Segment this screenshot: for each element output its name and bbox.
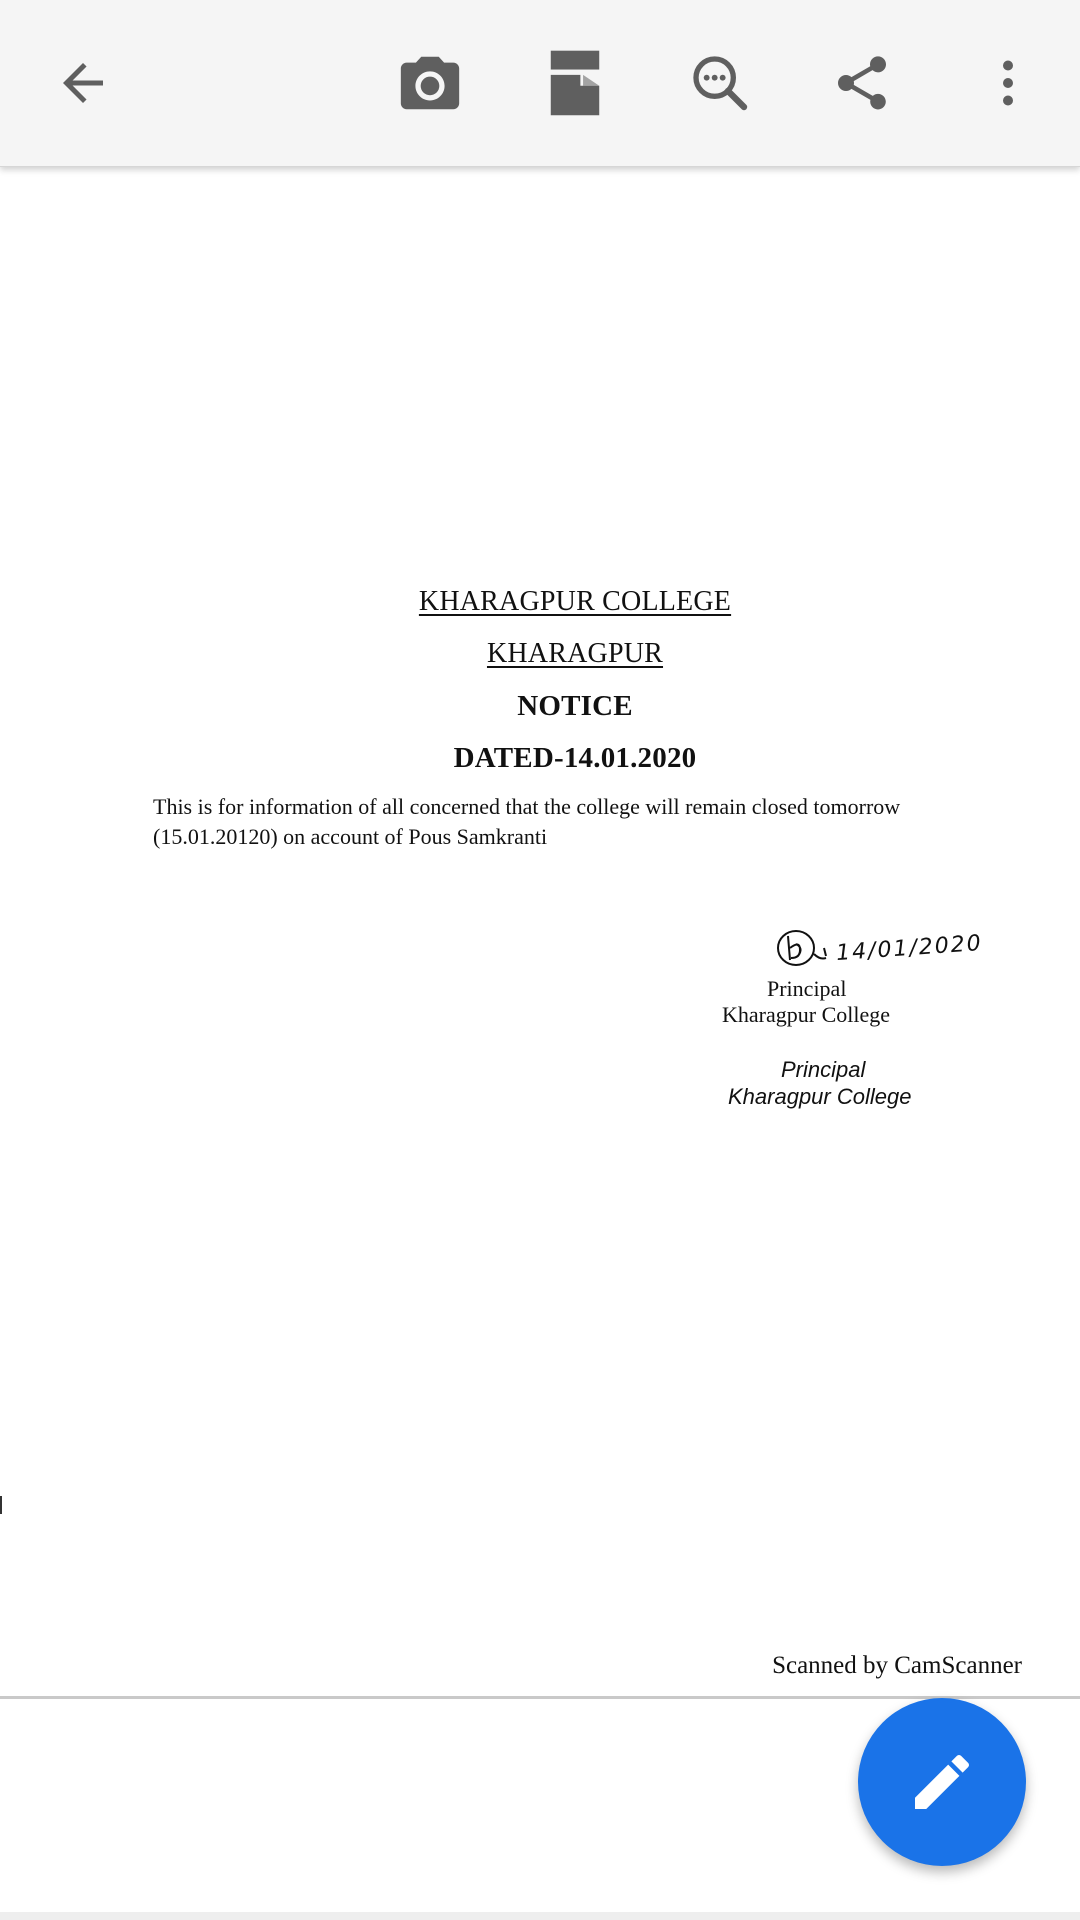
share-button[interactable] — [817, 38, 907, 128]
signatory-organization: Kharagpur College — [722, 1002, 890, 1027]
search-in-document-button[interactable] — [675, 38, 765, 128]
bottom-edge — [0, 1912, 1080, 1920]
pages-layout-icon — [545, 48, 605, 118]
scan-artifact — [0, 1496, 2, 1514]
pages-button[interactable] — [530, 38, 620, 128]
stamp-organization: Kharagpur College — [728, 1084, 912, 1109]
notice-title: NOTICE — [517, 690, 633, 722]
back-button[interactable] — [38, 38, 128, 128]
search-icon — [688, 51, 752, 115]
camera-icon — [395, 48, 465, 118]
notice-body — [153, 792, 1017, 852]
stamp-title: Principal — [781, 1057, 866, 1082]
more-vert-icon — [978, 53, 1038, 113]
college-name-heading: KHARAGPUR COLLEGE — [418, 586, 732, 617]
handwritten-signature-icon — [774, 926, 844, 974]
arrow-left-icon — [53, 53, 113, 113]
camera-button[interactable] — [385, 38, 475, 128]
edit-fab-button[interactable] — [858, 1698, 1026, 1866]
edit-pencil-icon — [906, 1746, 978, 1818]
more-options-button[interactable] — [963, 38, 1053, 128]
notice-body-line: (15.01.20120) on account of Pous Samkranti — [153, 824, 548, 849]
signatory-title: Principal — [767, 976, 847, 1001]
share-icon — [830, 51, 894, 115]
scanned-by-footer: Scanned by CamScanner — [772, 1652, 1022, 1679]
notice-date: DATED-14.01.2020 — [453, 742, 697, 774]
town-heading: KHARAGPUR — [486, 638, 664, 669]
top-app-bar — [0, 0, 1080, 167]
page-divider — [0, 1696, 1080, 1699]
document-page — [0, 166, 1080, 1696]
notice-body-line: This is for information of all concerned that the college will remain closed tomorrow — [153, 794, 901, 819]
signature-date: 14/01/2020 — [835, 930, 984, 967]
